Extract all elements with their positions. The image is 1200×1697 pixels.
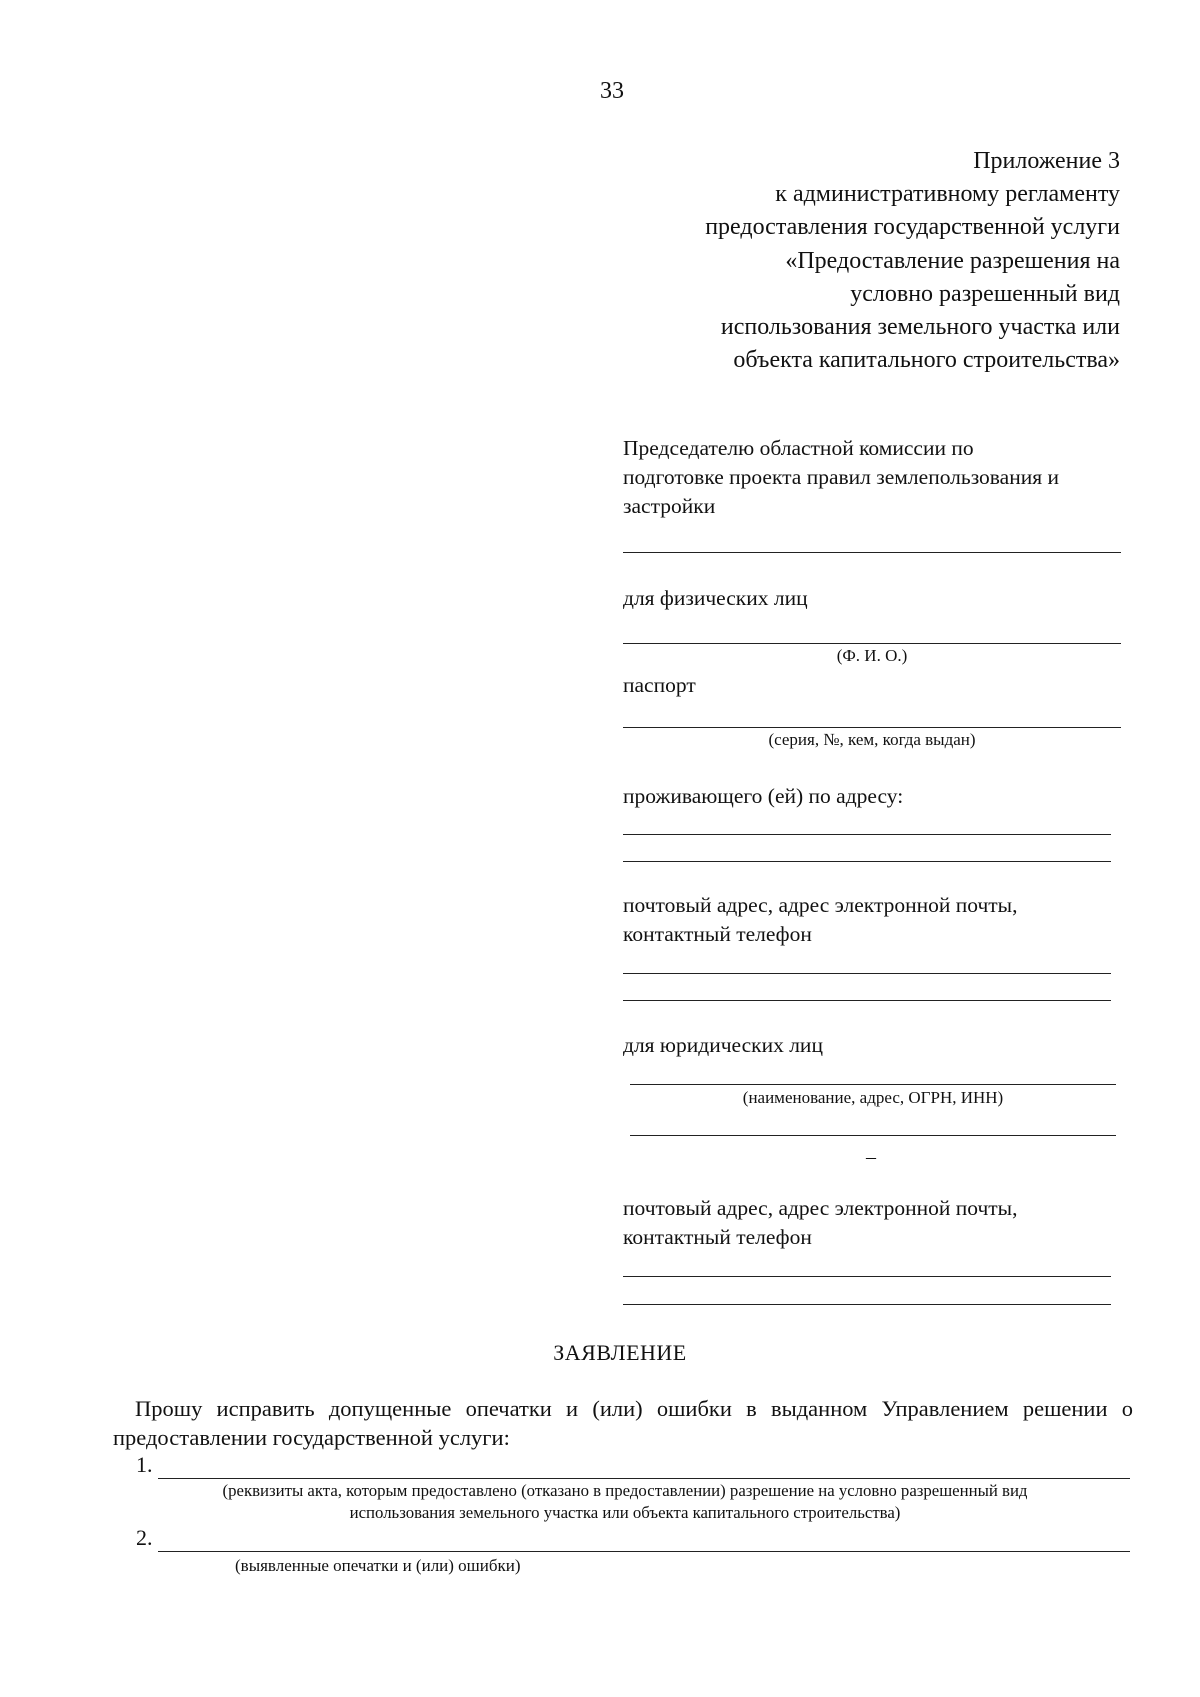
contacts-label-line: контактный телефон [623, 1225, 812, 1249]
item-1-caption-line: использования земельного участка или объекта капитального строительства) [349, 1503, 901, 1522]
address-label: проживающего (ей) по адресу: [623, 784, 904, 808]
legal-details-caption: (наименование, адрес, ОГРН, ИНН) [742, 1088, 1004, 1107]
legal-entities-heading: для юридических лиц [623, 1033, 823, 1057]
item-2-field[interactable] [158, 1551, 1130, 1552]
appendix-line: условно разрешенный вид [850, 280, 1120, 307]
statement-body: Прошу исправить допущенные опечатки и (или) ошибки в выданном Управлением решении о предоставлении государственной услуги: [113, 1396, 1133, 1450]
addressee-name-field[interactable] [623, 552, 1121, 553]
address-field-1[interactable] [623, 834, 1111, 835]
fio-field[interactable] [623, 643, 1121, 644]
contacts-label-line: почтовый адрес, адрес электронной почты, [623, 1196, 1018, 1220]
individual-contacts-field-2[interactable] [623, 1000, 1111, 1001]
addressee-block [623, 434, 1121, 521]
appendix-line: предоставления государственной услуги [705, 214, 1120, 241]
individual-contacts-field-1[interactable] [623, 973, 1111, 974]
passport-field[interactable] [623, 727, 1121, 728]
item-1-caption-line: (реквизиты акта, которым предоставлено (отказано в предоставлении) разрешение на условно разрешенный вид [222, 1481, 1028, 1500]
legal-contacts-field-1[interactable] [623, 1276, 1111, 1277]
appendix-line: объекта капитального строительства» [733, 347, 1120, 374]
legal-contacts-label [623, 1194, 1121, 1252]
dash-mark: – [866, 1146, 876, 1168]
page-number: 33 [600, 78, 624, 104]
fio-caption: (Ф. И. О.) [836, 646, 908, 665]
addressee-line: Председателю областной комиссии по [623, 436, 974, 460]
passport-caption: (серия, №, кем, когда выдан) [768, 730, 976, 749]
individual-contacts-label [623, 891, 1121, 949]
item-2-number: 2. [136, 1525, 153, 1550]
item-1-number: 1. [136, 1452, 153, 1477]
passport-label: паспорт [623, 673, 696, 697]
item-1-caption [120, 1480, 1130, 1524]
legal-details-field[interactable] [630, 1084, 1116, 1085]
contacts-label-line: контактный телефон [623, 922, 812, 946]
appendix-line: Приложение 3 [973, 148, 1120, 174]
appendix-header [500, 145, 1120, 377]
addressee-line: застройки [623, 494, 716, 518]
individuals-heading: для физических лиц [623, 586, 808, 610]
addressee-line: подготовке проекта правил землепользования и [623, 465, 1060, 489]
appendix-line: «Предоставление разрешения на [785, 247, 1120, 274]
contacts-label-line: почтовый адрес, адрес электронной почты, [623, 893, 1018, 917]
legal-details-field-2[interactable] [630, 1135, 1116, 1136]
appendix-line: использования земельного участка или [720, 314, 1120, 341]
item-2-caption: (выявленные опечатки и (или) ошибки) [235, 1556, 521, 1575]
address-field-2[interactable] [623, 861, 1111, 862]
item-1-field[interactable] [158, 1478, 1130, 1479]
statement-title: ЗАЯВЛЕНИЕ [553, 1340, 687, 1365]
appendix-line: к административному регламенту [775, 181, 1120, 208]
legal-contacts-field-2[interactable] [623, 1304, 1111, 1305]
